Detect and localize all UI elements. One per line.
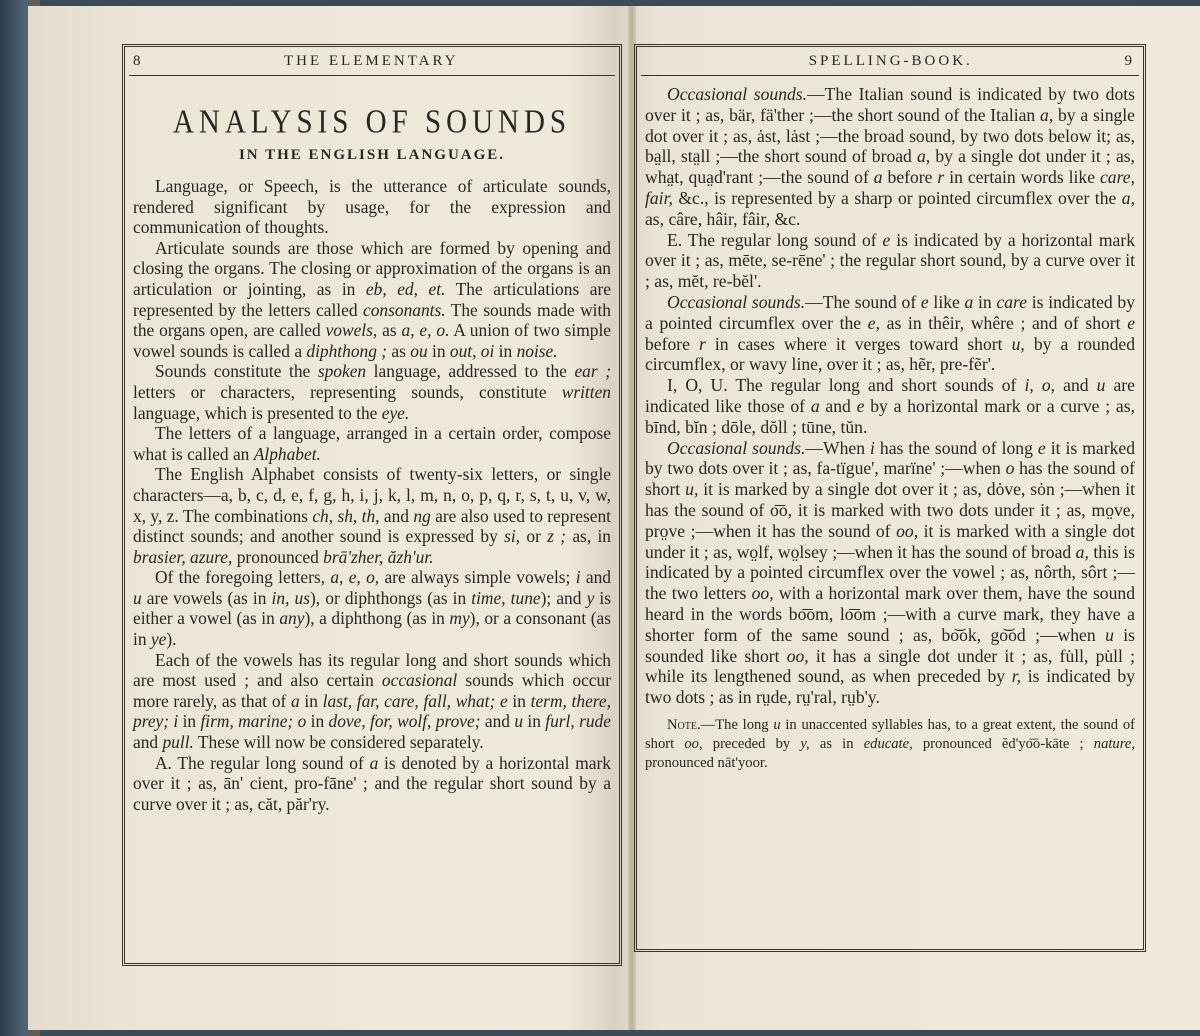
text-run: are also used to represent distinct sounds; and another sound is expressed by (133, 505, 611, 547)
text-run: in (299, 690, 323, 711)
text-run: like (928, 291, 965, 312)
text-run: as (377, 320, 402, 341)
text-run: time, tune (471, 587, 541, 608)
left-page-number: 8 (133, 53, 144, 69)
body-paragraph (133, 650, 611, 753)
text-run: educate, (863, 735, 913, 752)
text-run: in (494, 340, 517, 361)
text-run: this is indicated by a pointed circumflex over the vowel ; as, nôrth, sôrt ;—the two letters (645, 541, 1136, 604)
text-run: a (369, 752, 379, 773)
text-run: oo, (684, 735, 703, 752)
text-run: as in (809, 735, 864, 752)
text-run: in (973, 291, 997, 312)
text-run: noise. (516, 340, 558, 361)
text-run: preceded by (702, 735, 801, 752)
text-run: eye. (381, 402, 410, 423)
text-run: with a horizontal mark over them, have the sound heard in the words bo͞om, lo͞om ;—with a curve mark, they have a shorter form of the same sound ; as, bo͝ok, go͝od ;—when (645, 583, 1135, 645)
text-run: ), a diphthong (as in (304, 608, 450, 629)
text-run: by a horizontal mark or a curve ; as, bīnd, bĭn ; dōle, dŏll ; tūne, tŭn. (645, 395, 1135, 437)
text-run: The English Alphabet consists of twenty-six letters, or single characters—a, b, c, d, e, f, g, h, i, j, k, l, m, n, o, p, q, r, s, t, u, v, w, x, y, z. The combinations (133, 464, 611, 526)
body-paragraph (133, 176, 611, 238)
left-body-text (133, 176, 611, 814)
body-paragraph (645, 438, 1135, 708)
text-run: u (773, 716, 781, 733)
text-run: and (379, 505, 414, 526)
body-paragraph (645, 84, 1135, 230)
text-run: in (427, 340, 450, 361)
text-run: care (996, 291, 1028, 312)
text-run: in (523, 711, 546, 732)
text-run: a (964, 291, 974, 312)
text-run: vowels, (325, 320, 378, 341)
text-run: dove, for, wolf, prove; (328, 711, 481, 732)
text-run: y (586, 587, 595, 608)
text-run: out, oi (449, 340, 495, 361)
body-paragraph (133, 361, 611, 423)
text-run: a, e, o, (330, 567, 380, 588)
text-run: Articulate sounds are those which are formed by opening and closing the organs. The closing or approximation of the organs is an articulation or jointing, as in (133, 237, 611, 299)
text-run: is either a vowel (as in (133, 587, 612, 629)
text-run: e (920, 291, 929, 312)
body-paragraph (133, 567, 611, 649)
text-run: pronounced nāt'yoor. (645, 754, 768, 771)
text-run: by a rounded circumflex, or wavy line, over it ; as, hẽr, pre-fẽr'. (645, 333, 1136, 375)
text-run: any (279, 608, 305, 629)
text-run: in, us (271, 587, 310, 608)
text-run: ). (166, 629, 177, 650)
text-run: by a single dot under it ; as, wha̤t, qua̤d'rant ;—the sound of (645, 146, 1136, 188)
text-run: before (645, 333, 699, 354)
text-run: a (291, 690, 300, 711)
text-run: or (520, 526, 548, 547)
text-run: is indicated by a pointed circumflex over the (645, 291, 1135, 333)
text-run: occasional (381, 670, 458, 691)
text-run: Language, or Speech, is the utterance of articulate sounds, rendered significant by usage, for the expression and communication of thoughts. (133, 176, 611, 238)
body-paragraph (645, 230, 1135, 292)
text-run: letters or characters, representing sounds, constitute (133, 381, 562, 402)
text-run: language, which is presented to the (133, 402, 382, 423)
text-run: The letters of a language, arranged in a certain order, compose what is called an (133, 423, 611, 464)
text-run: written (561, 381, 611, 402)
body-paragraph (645, 292, 1135, 375)
text-run: a (873, 167, 883, 188)
text-run: are always simple vowels; (379, 567, 576, 588)
right-running-title: SPELLING-BOOK. (808, 53, 973, 69)
right-running-head (641, 51, 1139, 76)
text-run: ou (410, 340, 428, 361)
text-run: are indicated like those of (645, 375, 1135, 416)
text-run: These will now be considered separately. (193, 732, 484, 753)
note-paragraph (645, 716, 1135, 773)
text-run: e (882, 229, 891, 250)
text-run: Sounds constitute the (155, 361, 318, 382)
text-run: pronounced (232, 546, 324, 567)
text-run: as, câre, hâir, fâir, &c. (645, 208, 801, 229)
text-run: consonants. (363, 299, 446, 320)
text-run: nature, (1093, 735, 1135, 752)
text-run: u (1096, 375, 1106, 396)
text-run: are vowels (as in (141, 587, 272, 608)
text-run: brasier, azure, (133, 546, 233, 567)
page-subtitle: IN THE ENGLISH LANGUAGE. (238, 147, 506, 163)
text-run: last, far, care, fall, what; e (322, 690, 508, 711)
text-run: and (819, 395, 857, 416)
text-run: in (507, 690, 531, 711)
text-run: is sounded like short (645, 624, 1136, 666)
body-paragraph (133, 464, 611, 567)
text-run: r, (1011, 666, 1022, 687)
text-run: term, there, prey; i (133, 690, 611, 732)
text-run: E. The regular long sound of (667, 229, 883, 250)
text-run: oo, (751, 583, 774, 604)
book-spread (28, 6, 1200, 1030)
text-run: my (449, 608, 470, 629)
text-run: a, (917, 146, 931, 167)
text-run: I, O, U. The regular long and short sounds of (667, 375, 1025, 396)
text-run: y, (800, 735, 810, 752)
text-run: before (882, 167, 938, 188)
text-run: u (514, 711, 524, 732)
text-run: Occasional sounds. (667, 437, 806, 458)
left-page (122, 44, 622, 966)
text-run: A union of two simple vowel sounds is called a (133, 320, 611, 361)
text-run: ng (413, 505, 431, 526)
text-run: —When (805, 437, 871, 458)
text-run: in cases where it verges toward short (705, 333, 1012, 354)
body-paragraph (133, 753, 611, 815)
text-run: r (699, 333, 706, 354)
text-run: Occasional sounds. (667, 84, 808, 104)
text-run: is indicated by two dots ; as in rṳde, rṳ'ral, rṳb'y. (645, 666, 1135, 708)
text-run: it is marked by two dots over it ; as, fa-tïgue', marïne' ;—when (645, 437, 1135, 479)
body-paragraph (133, 238, 611, 362)
text-run: —The Italian sound is indicated by two dots over it ; as, bär, fä'ther ;—the short sound of the Italian (645, 84, 1135, 125)
right-body-text (645, 84, 1135, 773)
text-run: pronounced ĕd'yo͞o-kāte ; (912, 735, 1094, 752)
body-paragraph (645, 375, 1135, 437)
text-run: as (387, 340, 411, 361)
text-run: Each of the vowels has its regular long and short sounds which are most used ; and also certain (133, 649, 611, 691)
text-run: spoken (317, 361, 367, 382)
text-run: in unaccented syllables has, to a great extent, the sound of short (645, 716, 1135, 752)
text-run: u (1105, 624, 1114, 645)
text-run: u (133, 587, 142, 608)
text-run: The sounds made with the organs open, are called (133, 299, 611, 341)
text-run: Occasional sounds. (667, 291, 806, 312)
text-run: a, (1075, 541, 1089, 562)
text-run: a, (1040, 104, 1054, 125)
text-run: —The long (700, 716, 774, 733)
text-run: ch, sh, th, (312, 505, 380, 526)
right-page-number: 9 (1124, 53, 1135, 69)
text-run: it is marked with a single dot under it ; as, wo̤lf, wo̤lsey ;—when it has the sound of broad (645, 520, 1135, 562)
text-run: it has a single dot under it ; as, fu̇ll, pu̇ll ; while its lengthened sound, as when preceded by (645, 645, 1135, 687)
text-run: in (178, 711, 201, 732)
text-run: eb, ed, et. (365, 278, 446, 299)
text-run: firm, marine; o (200, 711, 307, 732)
text-run: oo, (896, 520, 919, 541)
text-run: pull. (162, 732, 194, 753)
text-run: e, (867, 312, 880, 333)
text-run: as in thêir, whêre ; and of short (879, 312, 1128, 333)
text-run: diphthong ; (306, 340, 388, 361)
text-run: —The sound of (805, 291, 921, 312)
text-run: A. The regular long sound of (155, 752, 370, 773)
text-run: is indicated by a horizontal mark over it ; as, mēte, se-rēne' ; the regular short sound, by a curve over it ; as, mĕt, re-bĕl'. (645, 229, 1135, 292)
right-page (634, 44, 1146, 952)
text-run: si, (504, 526, 521, 547)
text-run: i (575, 567, 581, 588)
text-run: ), or diphthongs (as in (310, 587, 472, 608)
text-run: ), or a consonant (as in (133, 608, 611, 650)
text-run: ye (150, 629, 167, 650)
text-run: a, (1121, 187, 1135, 208)
text-run: it is marked by a single dot over it ; as, dȯve, sȯn ;—when it has the sound of o͞o, it is marked with two dots under it ; as, mo̤ve, pro̤ve ;—when it has the sound of (645, 479, 1135, 541)
page-title: ANALYSIS OF SOUNDS (172, 103, 572, 141)
text-run: z ; (547, 526, 567, 547)
text-run: language, addressed to the (366, 361, 575, 382)
text-run: furl, rude (545, 711, 611, 732)
text-run: and (480, 711, 515, 732)
text-run: u, (1011, 333, 1025, 354)
text-run: i (870, 437, 875, 458)
text-run: u, (685, 479, 699, 500)
text-run: in certain words like (944, 167, 1100, 188)
text-run: has the sound of long (874, 437, 1038, 458)
text-run: in (306, 711, 329, 732)
text-run: sounds which occur more rarely, as that of (133, 670, 612, 711)
text-run: and (133, 732, 163, 753)
text-run: ); and (540, 587, 587, 608)
text-run: The articulations are represented by the letters called (133, 278, 611, 320)
text-run: ear ; (574, 361, 611, 382)
text-run: Of the foregoing letters, (155, 567, 331, 588)
text-run: is denoted by a horizontal mark over it ; as, ān' cient, pro-fāne' ; and the regular short sound by a curve over it ; as, căt, păr'ry. (133, 752, 611, 814)
body-paragraph (133, 423, 611, 464)
text-run: Note. (667, 716, 701, 733)
text-run: r (937, 167, 945, 188)
left-running-head (129, 51, 615, 76)
text-run: e (1127, 312, 1135, 333)
text-run: and (1055, 375, 1097, 396)
left-running-title: THE ELEMENTARY (283, 53, 459, 69)
text-run: by a single dot over it ; as, ȧst, lȧst ;—the broad sound, by two dots below it; as, ba̤ll, sta̤ll ;—the short sound of broad (645, 104, 1135, 167)
text-run: &c., is represented by a sharp or pointed circumflex over the (672, 187, 1122, 208)
text-run: o (1005, 458, 1015, 479)
text-run: as, in (566, 526, 611, 547)
text-run: oo, (786, 645, 809, 666)
text-run: a (810, 395, 820, 416)
text-run: brā'zher, ăzh'ur. (323, 546, 434, 567)
text-run: care, fair, (645, 167, 1135, 208)
text-run: e (856, 395, 865, 416)
text-run: Alphabet. (253, 443, 321, 464)
text-run: i, o, (1024, 375, 1056, 396)
text-run: and (580, 567, 611, 588)
text-run: a, e, o. (401, 320, 450, 341)
text-run: e (1037, 437, 1046, 458)
text-run: has the sound of short (645, 458, 1135, 500)
